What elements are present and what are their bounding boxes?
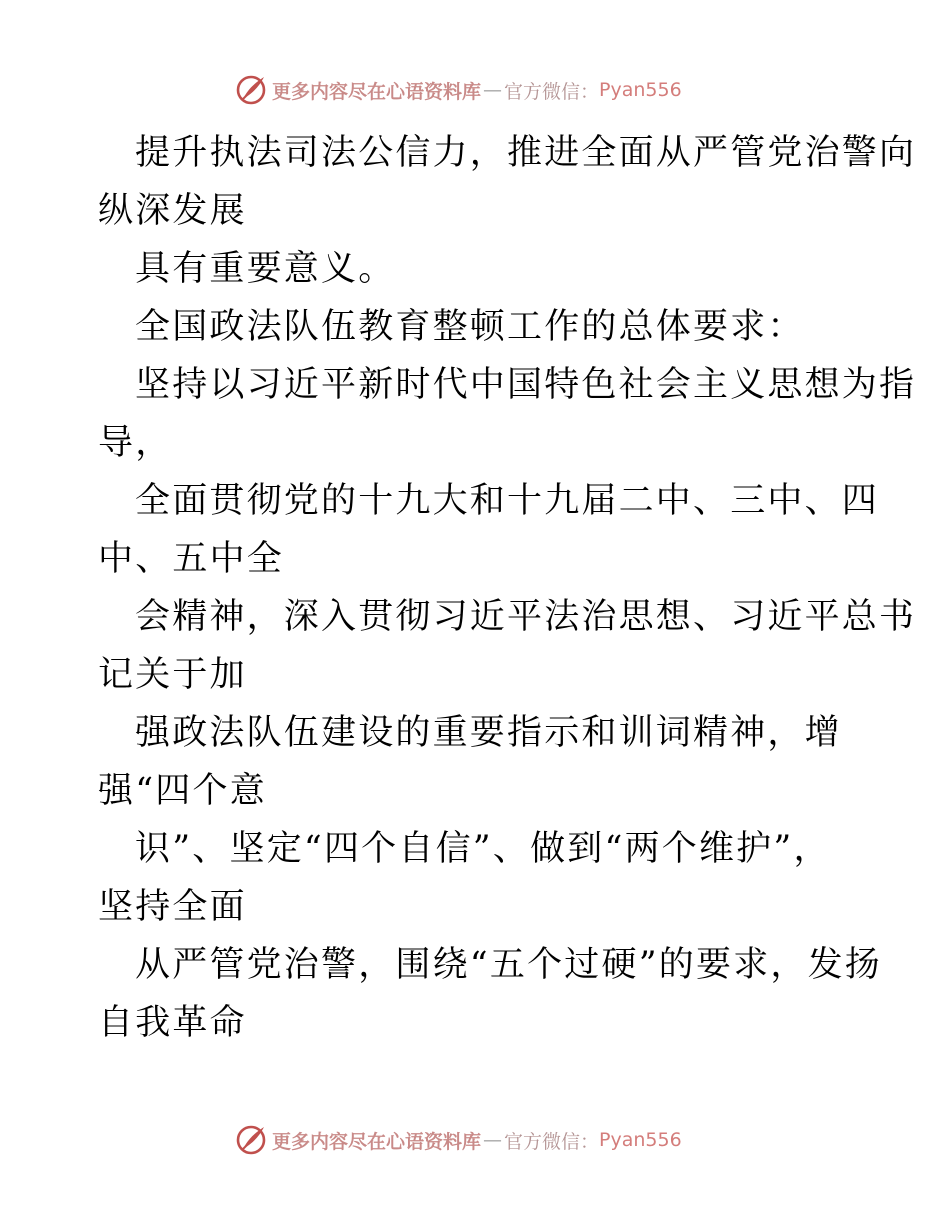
feather-pen-circle-icon [234,73,268,107]
header-banner [234,72,682,108]
paragraph-line: 导， [98,423,173,463]
banner-separator: — [483,1129,503,1151]
paragraph-line: 提升执法司法公信力，推进全面从严管党治警向 [135,133,917,173]
paragraph-line: 具有重要意义。 [135,249,396,289]
paragraph-line: 坚持全面 [98,887,247,927]
paragraph-line: 会精神，深入贯彻习近平法治思想、习近平总书 [135,597,917,637]
banner-wechat-id: Pyan556 [599,1129,682,1151]
paragraph-line: 识”、坚定“四个自信”、做到“两个维护”， [135,829,831,869]
banner-wechat-id: Pyan556 [599,79,682,101]
paragraph-line: 从严管党治警，围绕“五个过硬”的要求，发扬 [135,945,882,985]
banner-wechat-label: 官方微信： [504,1130,600,1153]
paragraph-line: 强政法队伍建设的重要指示和训词精神，增 [135,713,842,753]
banner-separator: — [483,79,503,101]
paragraph-line: 记关于加 [98,655,247,695]
banner-title: 更多内容尽在心语资料库 [272,80,482,103]
paragraph-line: 强“四个意 [98,771,267,811]
banner-wechat-label: 官方微信： [504,80,600,103]
paragraph-line: 坚持以习近平新时代中国特色社会主义思想为指 [135,365,917,405]
paragraph-line: 全面贯彻党的十九大和十九届二中、三中、四 [135,481,880,521]
paragraph-line: 全国政法队伍教育整顿工作的总体要求： [135,307,805,347]
document-body [98,124,917,1052]
banner-title: 更多内容尽在心语资料库 [272,1130,482,1153]
paragraph-line: 自我革命 [98,1003,247,1043]
paragraph-line: 纵深发展 [98,191,247,231]
footer-banner [234,1122,682,1158]
feather-pen-circle-icon [234,1123,268,1157]
paragraph-line: 中、五中全 [98,539,285,579]
